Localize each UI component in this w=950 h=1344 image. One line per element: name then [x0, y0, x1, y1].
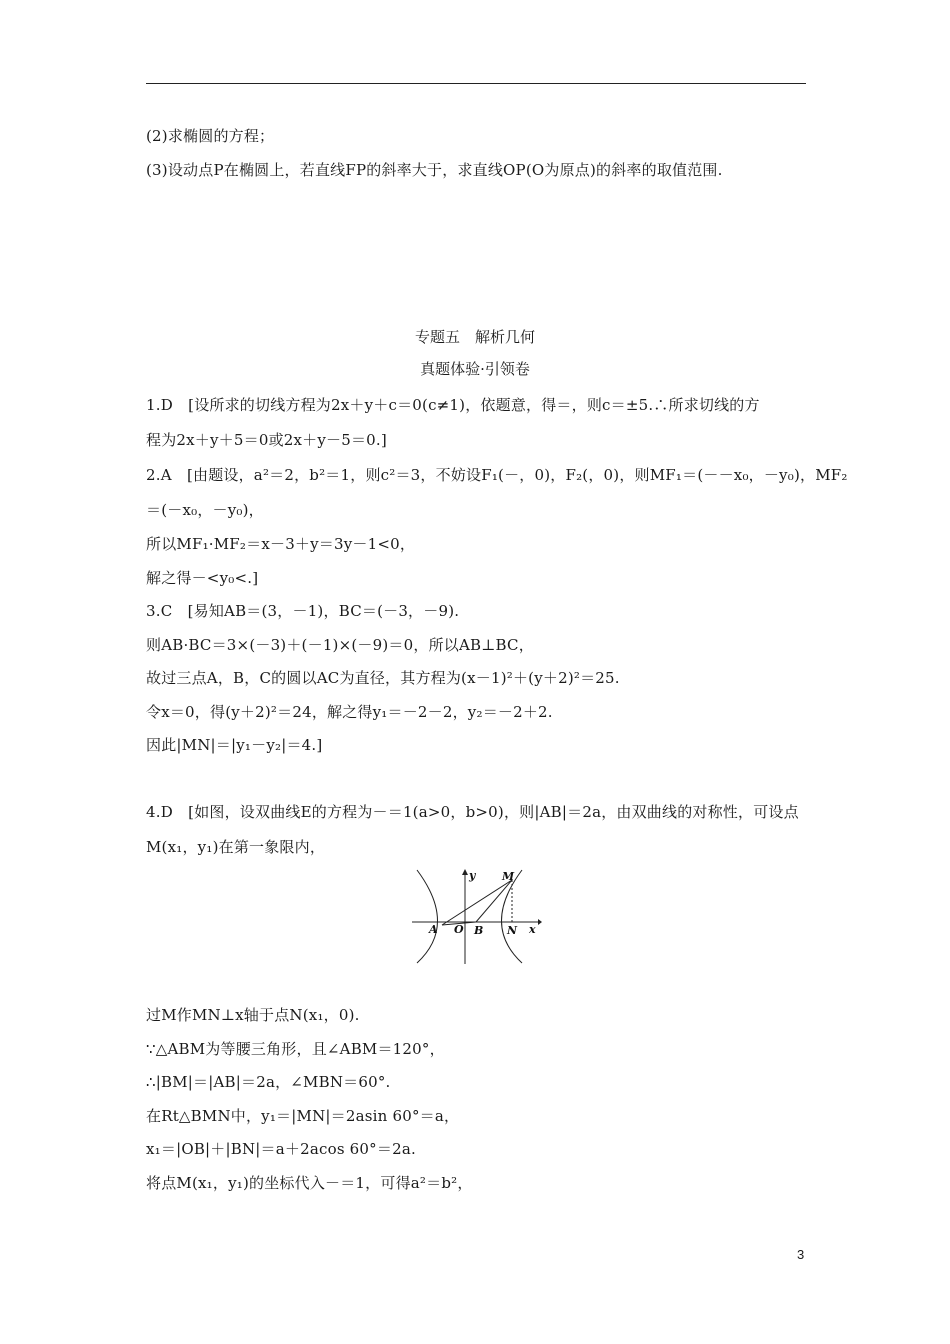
- answer-line: 4.D [如图，设双曲线E的方程为－＝1(a>0，b>0)，则|AB|＝2a，由双曲线的对称性，可设点: [146, 803, 799, 821]
- y-axis-arrow: [462, 869, 468, 875]
- answer-line: 在Rt△BMN中，y₁＝|MN|＝2asin 60°＝a，: [146, 1107, 460, 1125]
- section-subtitle: 真题体验·引领卷: [420, 360, 530, 378]
- label-n: N: [507, 924, 518, 937]
- label-y: y: [469, 869, 476, 882]
- answer-line: 程为2x＋y＋5＝0或2x＋y－5＝0.]: [146, 431, 387, 449]
- label-x: x: [529, 923, 536, 936]
- answer-line: 则AB·BC＝3×(－3)＋(－1)×(－9)＝0，所以AB⊥BC，: [146, 636, 534, 654]
- segment-bm: [476, 880, 512, 922]
- answer-line: 过M作MN⊥x轴于点N(x₁，0).: [146, 1006, 360, 1024]
- answer-line: 将点M(x₁，y₁)的坐标代入－＝1，可得a²＝b²，: [146, 1174, 473, 1192]
- answer-line: 故过三点A，B，C的圆以AC为直径，其方程为(x－1)²＋(y＋2)²＝25.: [146, 669, 620, 687]
- answer-line: 3.C [易知AB＝(3，－1)，BC＝(－3，－9).: [146, 602, 460, 620]
- label-b: B: [474, 924, 484, 937]
- section-title: 专题五 解析几何: [414, 328, 535, 346]
- answer-line: ＝(－x₀，－y₀)，: [146, 501, 264, 519]
- question-part-3: (3)设动点P在椭圆上，若直线FP的斜率大于，求直线OP(O为原点)的斜率的取值范围.: [146, 161, 723, 179]
- answer-line: 1.D [设所求的切线方程为2x＋y＋c＝0(c≠1)，依题意，得＝，则c＝±5.∴所求切线的方: [146, 396, 760, 414]
- label-o: O: [454, 923, 464, 936]
- question-part-2: (2)求椭圆的方程；: [146, 127, 275, 145]
- answer-line: 2.A [由题设，a²＝2，b²＝1，则c²＝3，不妨设F₁(－，0)，F₂(，0)，则MF₁＝(－－x₀，－y₀)，MF₂: [146, 466, 848, 484]
- answer-line: 令x＝0，得(y＋2)²＝24，解之得y₁＝－2－2，y₂＝－2＋2.: [146, 703, 553, 721]
- answer-line: M(x₁，y₁)在第一象限内，: [146, 838, 326, 856]
- answer-line: ∴|BM|＝|AB|＝2a，∠MBN＝60°.: [146, 1073, 391, 1091]
- label-m: M: [502, 870, 515, 883]
- page-number: 3: [797, 1247, 805, 1262]
- answer-line: 所以MF₁·MF₂＝x－3＋y＝3y－1<0，: [146, 535, 416, 553]
- answer-line: 解之得－<y₀<.]: [146, 569, 259, 587]
- label-a: A: [429, 923, 438, 936]
- answer-line: x₁＝|OB|＋|BN|＝a＋2acos 60°＝2a.: [146, 1140, 416, 1158]
- header-rule: [146, 83, 806, 84]
- x-axis-arrow: [538, 919, 542, 925]
- hyperbola-figure: [412, 867, 542, 967]
- left-branch: [417, 870, 438, 963]
- answer-line: ∵△ABM为等腰三角形，且∠ABM＝120°，: [146, 1040, 445, 1058]
- answer-line: 因此|MN|＝|y₁－y₂|＝4.]: [146, 736, 323, 754]
